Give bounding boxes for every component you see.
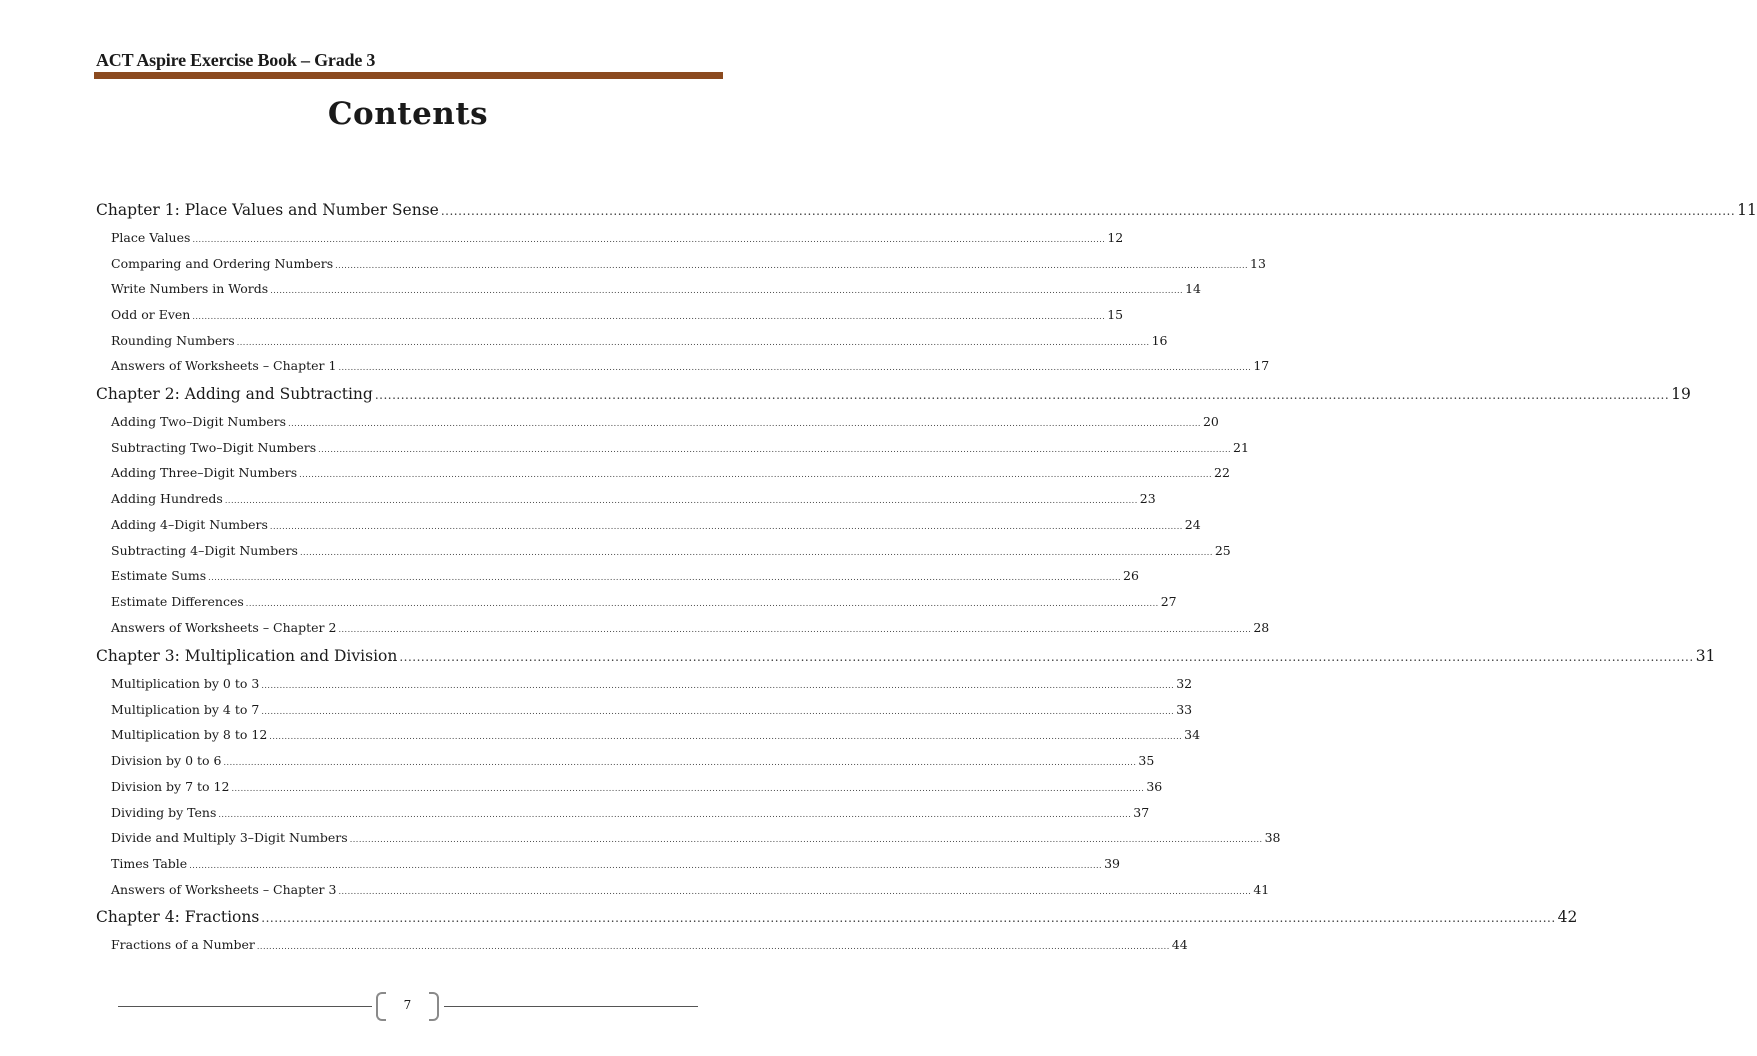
toc-entry-label: Comparing and Ordering Numbers <box>111 256 334 271</box>
toc-section-entry[interactable] <box>111 594 1177 609</box>
toc-section-entry[interactable] <box>111 281 1201 296</box>
toc-entry-page-number: 25 <box>1214 543 1231 558</box>
dot-leader: ............................................................................................................................................................................................................................................................................................................ <box>269 522 1183 531</box>
dot-leader: ............................................................................................................................................................................................................................................................................................................ <box>208 573 1122 582</box>
dot-leader: ............................................................................................................................................................................................................................................................................................................ <box>288 419 1201 428</box>
dot-leader: ............................................................................................................................................................................................................................................................................................................ <box>299 470 1212 479</box>
dot-leader: ............................................................................................................................................................................................................................................................................................................ <box>245 599 1159 608</box>
footer-rule-right <box>444 1006 698 1007</box>
dot-leader: ............................................................................................................................................................................................................................................................................................................ <box>261 681 1175 690</box>
toc-section-entry[interactable] <box>111 702 1193 717</box>
toc-entry-page-number: 21 <box>1233 440 1249 455</box>
toc-entry-label: Answers of Worksheets – Chapter 1 <box>111 358 337 373</box>
toc-entry-label: Multiplication by 8 to 12 <box>111 727 268 742</box>
dot-leader: ............................................................................................................................................................................................................................................................................................................ <box>218 810 1132 819</box>
dot-leader: ............................................................................................................................................................................................................................................................................................................ <box>192 312 1106 321</box>
toc-entry-label: Fractions of a Number <box>111 937 255 952</box>
toc-entry-page-number: 33 <box>1176 702 1193 717</box>
dot-leader: ............................................................................................................................................................................................................................................................................................................ <box>338 887 1252 896</box>
toc-section-entry[interactable] <box>111 568 1139 583</box>
toc-section-entry[interactable] <box>111 465 1230 480</box>
dot-leader: ............................................................................................................................................................................................................................................................................................................ <box>440 204 1736 218</box>
dot-leader: ............................................................................................................................................................................................................................................................................................................ <box>270 286 1184 295</box>
toc-chapter-entry[interactable] <box>96 385 1691 403</box>
toc-section-entry[interactable] <box>111 620 1270 635</box>
toc-chapter-entry[interactable] <box>96 201 1757 219</box>
page-number: 7 <box>403 998 412 1012</box>
dot-leader: ............................................................................................................................................................................................................................................................................................................ <box>399 650 1694 664</box>
toc-entry-label: Multiplication by 0 to 3 <box>111 676 260 691</box>
toc-entry-page-number: 27 <box>1160 594 1177 609</box>
toc-section-entry[interactable] <box>111 517 1201 532</box>
toc-entry-label: Subtracting 4–Digit Numbers <box>111 543 298 558</box>
toc-section-entry[interactable] <box>111 414 1219 429</box>
toc-section-entry[interactable] <box>111 779 1163 794</box>
toc-entry-page-number: 42 <box>1557 908 1578 926</box>
toc-entry-page-number: 15 <box>1107 307 1124 322</box>
dot-leader: ............................................................................................................................................................................................................................................................................................................ <box>256 942 1170 951</box>
toc-entry-page-number: 32 <box>1176 676 1193 691</box>
toc-entry-page-number: 19 <box>1671 385 1691 403</box>
toc-entry-page-number: 35 <box>1138 753 1155 768</box>
toc-section-entry[interactable] <box>111 882 1270 897</box>
toc-entry-label: Adding Three–Digit Numbers <box>111 465 298 480</box>
dot-leader: ............................................................................................................................................................................................................................................................................................................ <box>269 732 1183 741</box>
toc-entry-label: Multiplication by 4 to 7 <box>111 702 260 717</box>
toc-section-entry[interactable] <box>111 937 1188 952</box>
toc-entry-label: Division by 0 to 6 <box>111 753 222 768</box>
dot-leader: ............................................................................................................................................................................................................................................................................................................ <box>338 625 1252 634</box>
toc-entry-label: Rounding Numbers <box>111 333 235 348</box>
header-rule <box>94 72 723 79</box>
dot-leader: ............................................................................................................................................................................................................................................................................................................ <box>338 363 1252 372</box>
toc-entry-page-number: 31 <box>1695 647 1716 665</box>
toc-section-entry[interactable] <box>111 307 1124 322</box>
toc-entry-label: Answers of Worksheets – Chapter 2 <box>111 620 337 635</box>
dot-leader: ............................................................................................................................................................................................................................................................................................................ <box>231 784 1145 793</box>
dot-leader: ............................................................................................................................................................................................................................................................................................................ <box>299 548 1213 557</box>
toc-section-entry[interactable] <box>111 358 1270 373</box>
toc-entry-label: Estimate Sums <box>111 568 207 583</box>
dot-leader: ............................................................................................................................................................................................................................................................................................................ <box>349 835 1263 844</box>
toc-entry-label: Write Numbers in Words <box>111 281 269 296</box>
toc-entry-page-number: 20 <box>1202 414 1219 429</box>
toc-entry-page-number: 24 <box>1184 517 1201 532</box>
toc-entry-label: Chapter 3: Multiplication and Division <box>96 647 398 665</box>
toc-entry-page-number: 41 <box>1253 882 1270 897</box>
toc-section-entry[interactable] <box>111 440 1249 455</box>
footer-bracket-left <box>376 992 386 1021</box>
toc-entry-page-number: 16 <box>1151 333 1168 348</box>
toc-entry-label: Chapter 1: Place Values and Number Sense <box>96 201 439 219</box>
dot-leader: ............................................................................................................................................................................................................................................................................................................ <box>335 261 1249 270</box>
toc-entry-label: Chapter 2: Adding and Subtracting <box>96 385 373 403</box>
toc-entry-page-number: 38 <box>1264 830 1281 845</box>
toc-entry-label: Chapter 4: Fractions <box>96 908 260 926</box>
dot-leader: ............................................................................................................................................................................................................................................................................................................ <box>223 758 1137 767</box>
toc-entry-label: Times Table <box>111 856 188 871</box>
toc-section-entry[interactable] <box>111 256 1266 271</box>
page-title: Contents <box>327 96 489 132</box>
toc-entry-label: Place Values <box>111 230 191 245</box>
toc-entry-label: Adding 4–Digit Numbers <box>111 517 268 532</box>
toc-section-entry[interactable] <box>111 830 1281 845</box>
toc-entry-page-number: 23 <box>1139 491 1156 506</box>
toc-entry-page-number: 17 <box>1253 358 1270 373</box>
toc-entry-label: Adding Two–Digit Numbers <box>111 414 287 429</box>
toc-chapter-entry[interactable] <box>96 647 1716 665</box>
toc-chapter-entry[interactable] <box>96 908 1578 926</box>
toc-entry-page-number: 14 <box>1185 281 1201 296</box>
dot-leader: ............................................................................................................................................................................................................................................................................................................ <box>224 496 1138 505</box>
toc-entry-page-number: 44 <box>1171 937 1188 952</box>
toc-section-entry[interactable] <box>111 230 1124 245</box>
toc-entry-page-number: 28 <box>1253 620 1270 635</box>
footer-rule-left <box>118 1006 372 1007</box>
dot-leader: ............................................................................................................................................................................................................................................................................................................ <box>236 338 1150 347</box>
toc-section-entry[interactable] <box>111 753 1155 768</box>
toc-section-entry[interactable] <box>111 727 1201 742</box>
dot-leader: ............................................................................................................................................................................................................................................................................................................ <box>261 911 1556 925</box>
toc-entry-label: Odd or Even <box>111 307 191 322</box>
toc-entry-label: Adding Hundreds <box>111 491 223 506</box>
toc-entry-page-number: 39 <box>1104 856 1120 871</box>
toc-entry-label: Answers of Worksheets – Chapter 3 <box>111 882 337 897</box>
toc-entry-page-number: 12 <box>1107 230 1124 245</box>
toc-section-entry[interactable] <box>111 856 1120 871</box>
toc-entry-label: Estimate Differences <box>111 594 244 609</box>
toc-entry-label: Division by 7 to 12 <box>111 779 230 794</box>
toc-section-entry[interactable] <box>111 805 1150 820</box>
toc-section-entry[interactable] <box>111 543 1231 558</box>
dot-leader: ............................................................................................................................................................................................................................................................................................................ <box>192 235 1106 244</box>
toc-entry-page-number: 36 <box>1146 779 1163 794</box>
running-header: ACT Aspire Exercise Book – Grade 3 <box>96 50 376 70</box>
toc-section-entry[interactable] <box>111 333 1168 348</box>
toc-section-entry[interactable] <box>111 676 1193 691</box>
toc-entry-page-number: 34 <box>1184 727 1201 742</box>
dot-leader: ............................................................................................................................................................................................................................................................................................................ <box>261 707 1175 716</box>
dot-leader: ............................................................................................................................................................................................................................................................................................................ <box>189 861 1103 870</box>
toc-entry-page-number: 22 <box>1214 465 1230 480</box>
toc-entry-label: Dividing by Tens <box>111 805 217 820</box>
toc-entry-page-number: 37 <box>1133 805 1150 820</box>
toc-section-entry[interactable] <box>111 491 1156 506</box>
dot-leader: ............................................................................................................................................................................................................................................................................................................ <box>374 388 1670 402</box>
toc-entry-page-number: 11 <box>1737 201 1757 219</box>
toc-entry-page-number: 13 <box>1250 256 1266 271</box>
footer-bracket-right <box>429 992 439 1021</box>
dot-leader: ............................................................................................................................................................................................................................................................................................................ <box>318 445 1232 454</box>
toc-entry-page-number: 26 <box>1123 568 1139 583</box>
toc-entry-label: Divide and Multiply 3–Digit Numbers <box>111 830 348 845</box>
toc-entry-label: Subtracting Two–Digit Numbers <box>111 440 317 455</box>
